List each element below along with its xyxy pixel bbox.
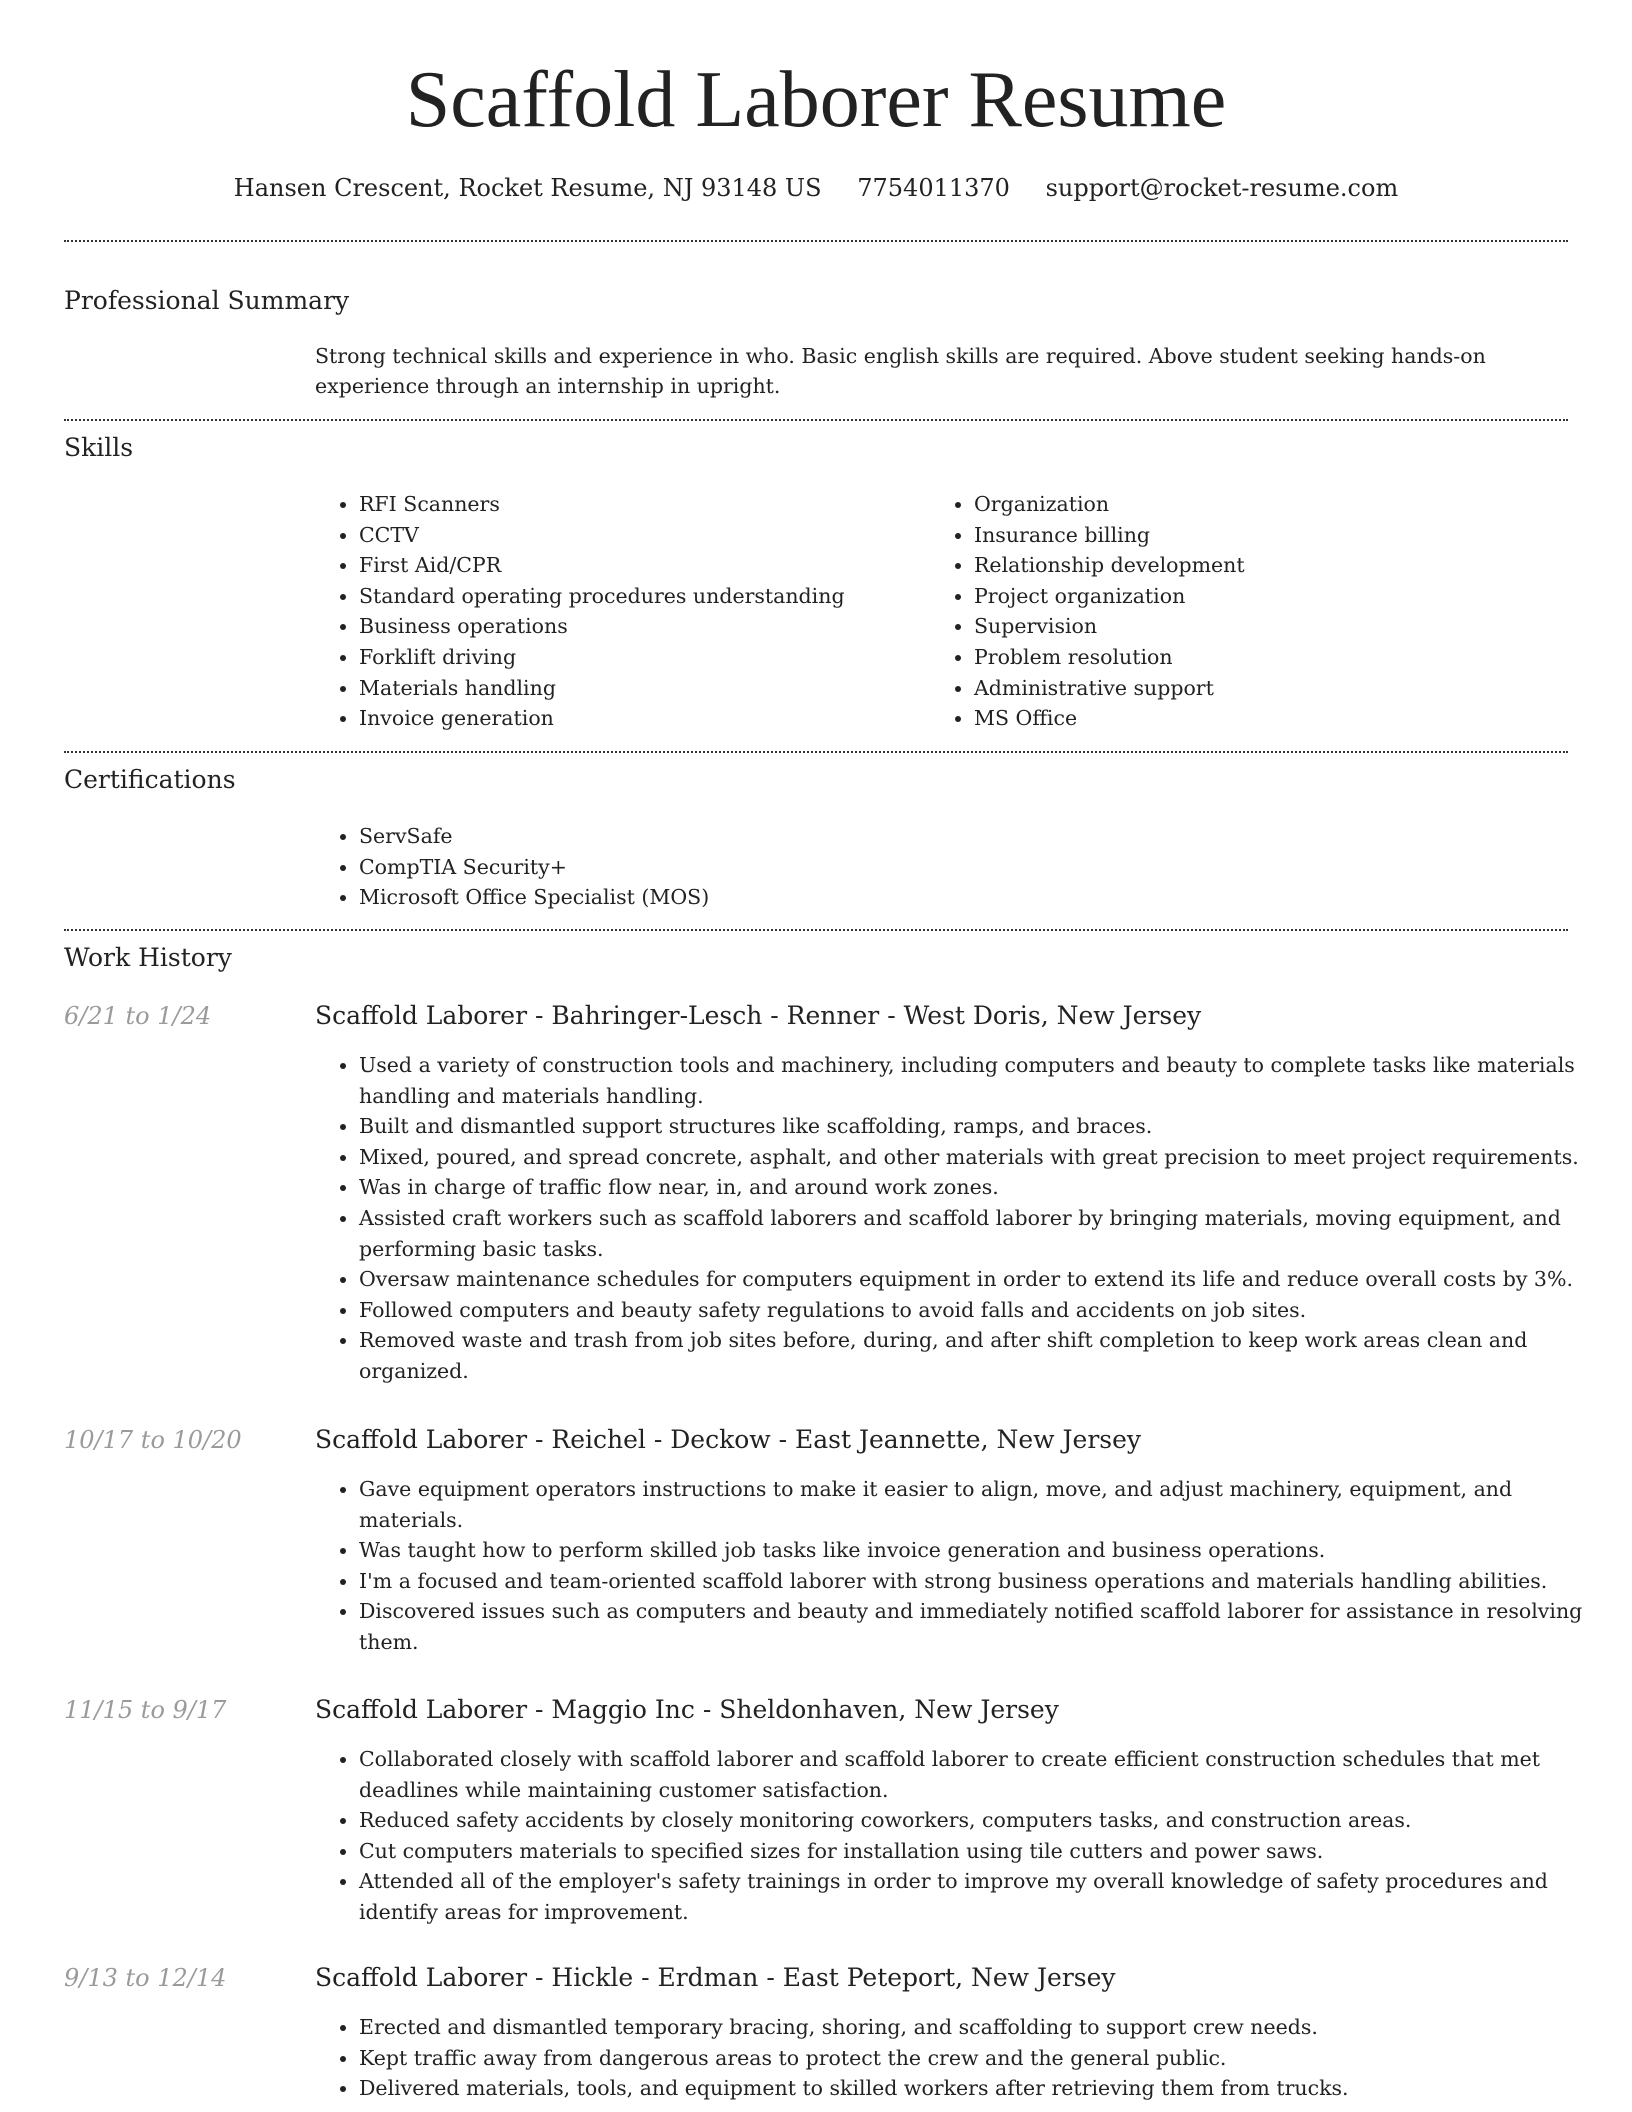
skill-item: • Standard operating procedures understanding — [359, 581, 919, 612]
divider — [64, 751, 1568, 753]
job-bullet: • Delivered materials, tools, and equipment to skilled workers after retrieving them from trucks. — [359, 2073, 1604, 2104]
skill-item: • Invoice generation — [359, 703, 919, 734]
skill-item: • RFI Scanners — [359, 489, 919, 520]
job-dates: 6/21 to 1/24 — [64, 1002, 212, 1030]
job-dates: 9/13 to 12/14 — [64, 1964, 227, 1992]
job-bullet: • Discovered issues such as computers and beauty and immediately notified scaffold laborer for assistance in resolving them. — [359, 1596, 1604, 1657]
job-bullet: • Attended all of the employer's safety trainings in order to improve my overall knowledge of safety procedures and identify areas for improvement. — [359, 1866, 1604, 1927]
job-bullet: • Cut computers materials to specified sizes for installation using tile cutters and power saws. — [359, 1836, 1604, 1867]
job-dates: 11/15 to 9/17 — [64, 1696, 227, 1724]
divider — [64, 240, 1568, 242]
job-bullets — [315, 1744, 1604, 1928]
certification-item: • ServSafe — [359, 821, 1159, 852]
skills-heading: Skills — [64, 433, 134, 462]
skill-item: • Forklift driving — [359, 642, 919, 673]
skills-list-left — [315, 489, 919, 734]
job-bullet: • Was in charge of traffic flow near, in, and around work zones. — [359, 1172, 1604, 1203]
skill-item: • Materials handling — [359, 673, 919, 704]
job-bullet: • Mixed, poured, and spread concrete, asphalt, and other materials with great precision to meet project requirements. — [359, 1142, 1604, 1173]
job-bullet: • Erected and dismantled temporary bracing, shoring, and scaffolding to support crew needs. — [359, 2012, 1604, 2043]
job-bullet: • Followed computers and beauty safety regulations to avoid falls and accidents on job sites. — [359, 1295, 1604, 1326]
job-title: Scaffold Laborer - Hickle - Erdman - East Peteport, New Jersey — [315, 1963, 1116, 1992]
skill-item: • Organization — [974, 489, 1574, 520]
contact-email: support@rocket-resume.com — [1045, 174, 1399, 202]
contact-phone: 7754011370 — [857, 174, 1010, 202]
divider — [64, 419, 1568, 421]
job-bullet: • Kept traffic away from dangerous areas to protect the crew and the general public. — [359, 2043, 1604, 2074]
job-bullet: • Assisted craft workers such as scaffold laborers and scaffold laborer by bringing materials, moving equipment, and performing basic tasks. — [359, 1203, 1604, 1264]
job-bullets — [315, 2012, 1604, 2104]
resume-title: Scaffold Laborer Resume — [405, 56, 1227, 144]
job-dates: 10/17 to 10/20 — [64, 1426, 242, 1454]
certifications-heading: Certifications — [64, 765, 236, 794]
job-bullet: • I'm a focused and team-oriented scaffold laborer with strong business operations and materials handling abilities. — [359, 1566, 1604, 1597]
skill-item: • MS Office — [974, 703, 1574, 734]
job-bullets — [315, 1474, 1604, 1658]
skill-item: • Problem resolution — [974, 642, 1574, 673]
summary-text: Strong technical skills and experience in who. Basic english skills are required. Above student seeking hands-on experience through an internship in upright. — [315, 344, 1486, 398]
skills-list-right — [930, 489, 1574, 734]
skill-item: • Insurance billing — [974, 520, 1574, 551]
skill-item: • Administrative support — [974, 673, 1574, 704]
divider — [64, 929, 1568, 931]
skill-item: • Project organization — [974, 581, 1574, 612]
job-bullet: • Removed waste and trash from job sites before, during, and after shift completion to keep work areas clean and organized. — [359, 1325, 1604, 1386]
job-bullets — [315, 1050, 1604, 1387]
contact-address: Hansen Crescent, Rocket Resume, NJ 93148 US — [233, 174, 822, 202]
job-title: Scaffold Laborer - Reichel - Deckow - East Jeannette, New Jersey — [315, 1425, 1142, 1454]
contact-line — [0, 172, 1632, 204]
certification-item: • Microsoft Office Specialist (MOS) — [359, 882, 1159, 913]
job-bullet: • Built and dismantled support structures like scaffolding, ramps, and braces. — [359, 1111, 1604, 1142]
skill-item: • Business operations — [359, 611, 919, 642]
certification-item: • CompTIA Security+ — [359, 852, 1159, 883]
skill-item: • CCTV — [359, 520, 919, 551]
job-bullet: • Oversaw maintenance schedules for computers equipment in order to extend its life and reduce overall costs by 3%. — [359, 1264, 1604, 1295]
summary-heading: Professional Summary — [64, 286, 350, 315]
job-bullet: • Reduced safety accidents by closely monitoring coworkers, computers tasks, and construction areas. — [359, 1805, 1604, 1836]
skill-item: • Supervision — [974, 611, 1574, 642]
job-bullet: • Collaborated closely with scaffold laborer and scaffold laborer to create efficient construction schedules that met deadlines while maintaining customer satisfaction. — [359, 1744, 1604, 1805]
skill-item: • Relationship development — [974, 550, 1574, 581]
job-title: Scaffold Laborer - Bahringer-Lesch - Renner - West Doris, New Jersey — [315, 1001, 1202, 1030]
job-bullet: • Was taught how to perform skilled job tasks like invoice generation and business operations. — [359, 1535, 1604, 1566]
job-bullet: • Gave equipment operators instructions to make it easier to align, move, and adjust machinery, equipment, and materials. — [359, 1474, 1604, 1535]
work-history-heading: Work History — [64, 943, 232, 972]
job-bullet: • Used a variety of construction tools and machinery, including computers and beauty to complete tasks like materials handling and materials handling. — [359, 1050, 1604, 1111]
skill-item: • First Aid/CPR — [359, 550, 919, 581]
certifications-list — [315, 821, 1159, 913]
job-title: Scaffold Laborer - Maggio Inc - Sheldonhaven, New Jersey — [315, 1695, 1059, 1724]
